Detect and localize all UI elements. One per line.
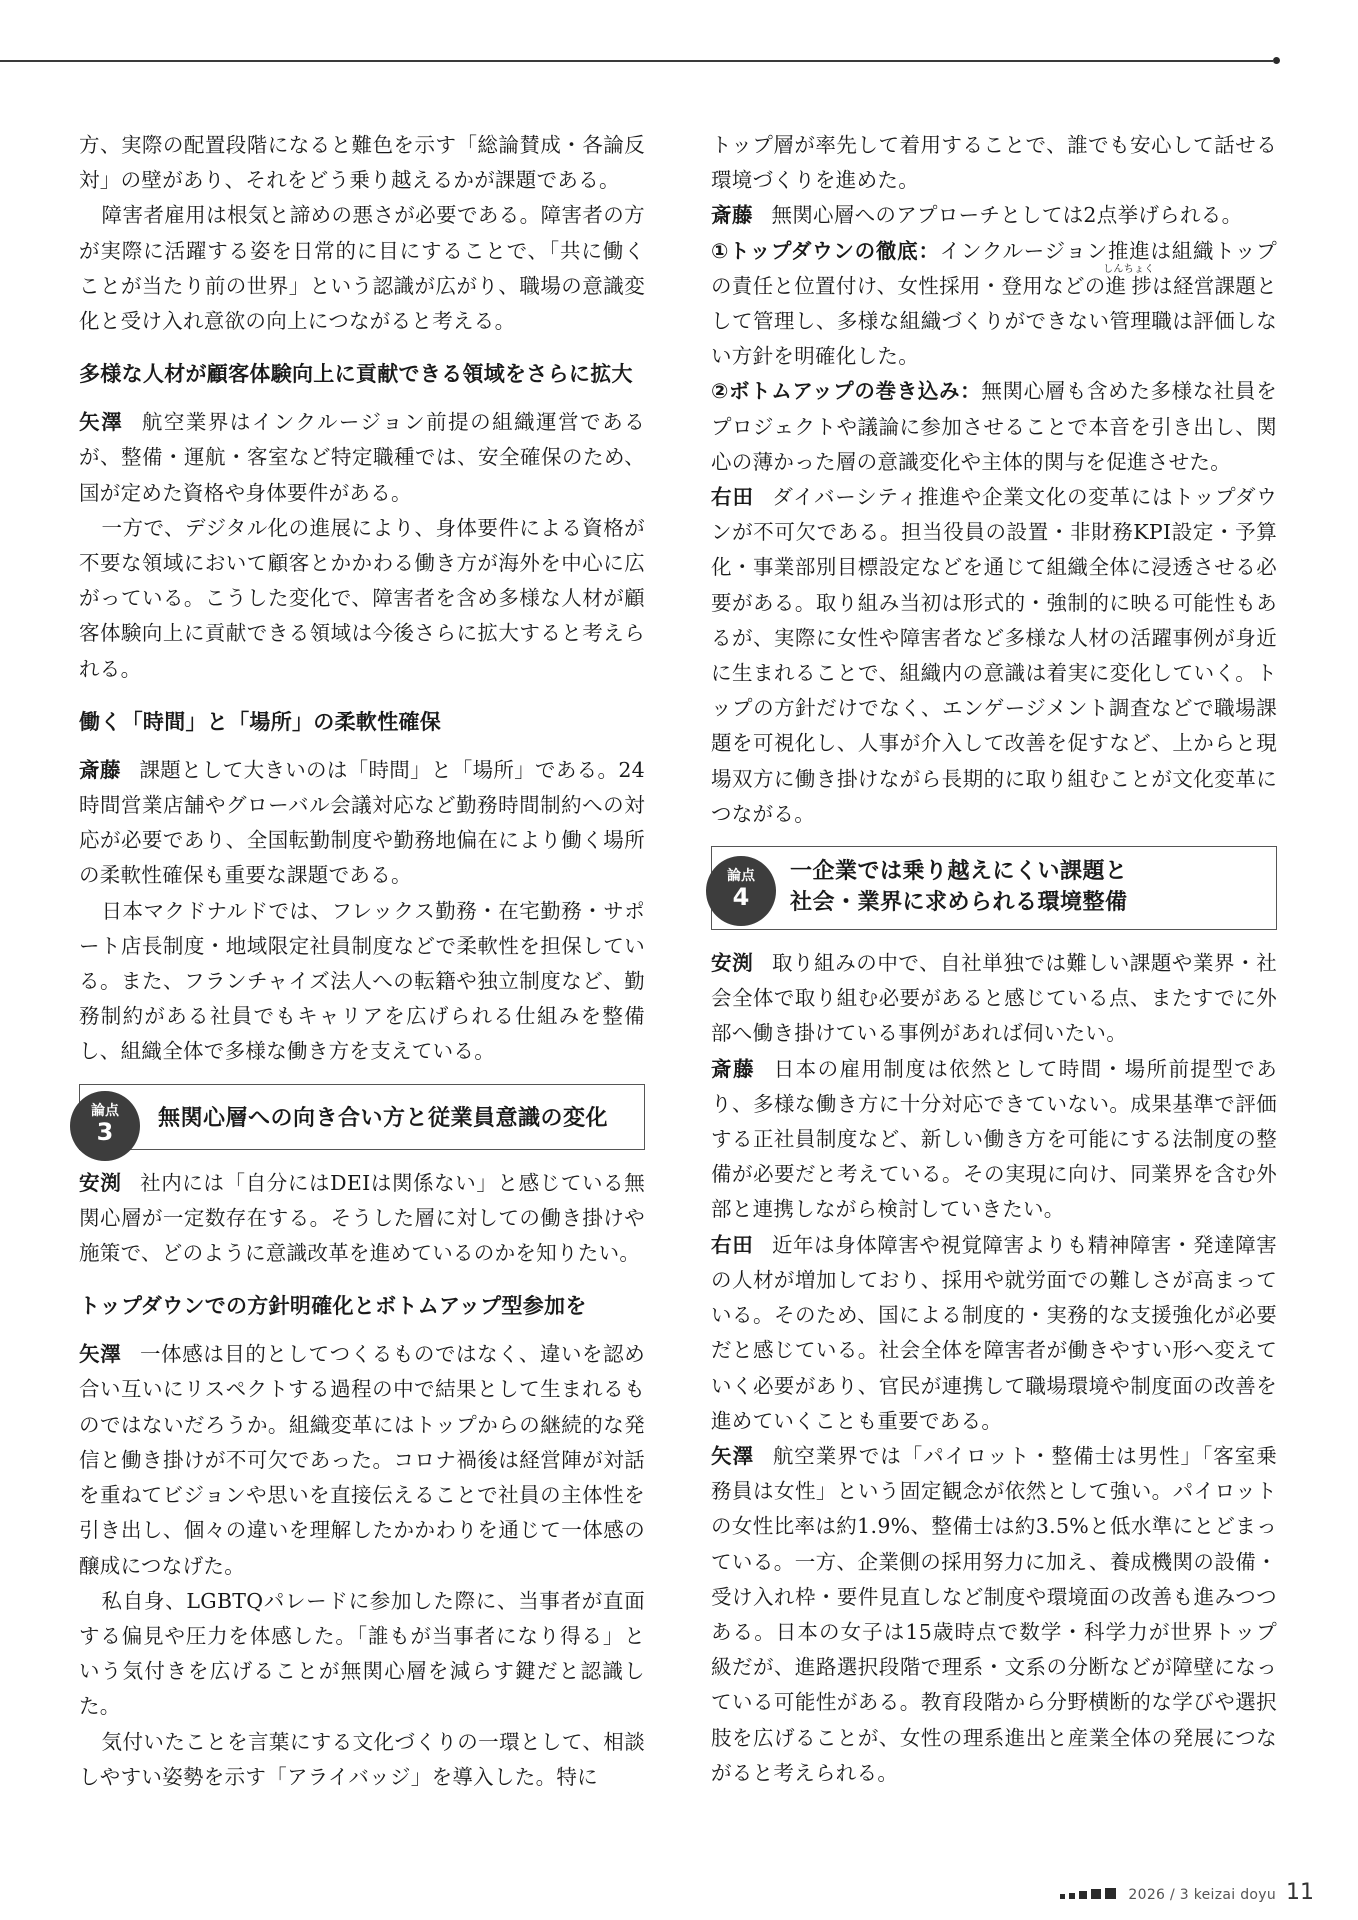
paragraph: 障害者雇用は根気と諦めの悪さが必要である。障害者の方が実際に活躍する姿を日常的に目にすることで、「共に働くことが当たり前の世界」という認識が広がり、職場の意識変化と受け入れ意欲の向上につながると考える。 <box>79 203 645 334</box>
speaker-name: 右田 <box>711 1232 754 1257</box>
paragraph <box>711 1052 1277 1228</box>
paragraph <box>79 753 645 894</box>
paragraph-text: 近年は身体障害や視覚障害よりも精神障害・発達障害の人材が増加しており、採用や就労面での難しさが高まっている。そのため、国による制度的・実務的な支援強化が必要だと感じている。社会全体を障害者が働きやすい形へ変えていく必要があり、官民が連携して職場環境や制度面の改善を進めていくことも重要である。 <box>711 1232 1278 1433</box>
speaker-name: 安渕 <box>79 1170 122 1195</box>
speaker-name: 矢澤 <box>711 1443 755 1468</box>
paragraph <box>79 1337 645 1583</box>
speaker-name: 斎藤 <box>79 757 122 782</box>
paragraph-text: 無関心層も含めた多様な社員をプロジェクトや議論に参加させることで本音を引き出し、関心の薄かった層の意識変化や主体的関与を促進させた。 <box>711 379 1277 474</box>
paragraph: 私自身、LGBTQパレードに参加した際に、当事者が直面する偏見や圧力を体感した。「誰もが当事者になり得る」という気付きを広げることが無関心層を減らす鍵だと認識した。 <box>79 1588 645 1719</box>
top-rule-dot <box>1273 57 1280 64</box>
ronten-title-line: 社会・業界に求められる環境整備 <box>790 890 1128 916</box>
paragraph-text: ダイバーシティ推進や企業文化の変革にはトップダウンが不可欠である。担当役員の設置・非財務KPI設定・予算化・事業部別目標設定などを通じて組織全体に浸透させる必要がある。取り組み当初は形式的・強制的に映る可能性もあるが、実際に女性や障害者など多様な人材の活躍事例が身近に生まれることで、組織内の意識は着実に変化していく。トップの方針だけでなく、エンゲージメント調査などで職場課題を可視化し、人事が介入して改善を促すなど、上からと現場双方に働き掛けながら長期的に取り組むことが文化変革につながる。 <box>711 485 1278 826</box>
speaker-name: 矢澤 <box>79 1342 122 1367</box>
ronten-badge <box>70 1091 140 1161</box>
speaker-name: 斎藤 <box>711 203 753 228</box>
paragraph: 気付いたことを言葉にする文化づくりの一環として、相談しやすい姿勢を示す「アライバッジ」を導入した。特に <box>79 1729 645 1789</box>
ruby-reading: しんちょく <box>1103 263 1155 275</box>
right-column <box>711 128 1277 1791</box>
ruby-base: 進捗 <box>1103 273 1155 298</box>
ronten-title-line: 一企業では乗り越えにくい課題と <box>790 859 1128 885</box>
paragraph: 一方で、デジタル化の進展により、身体要件による資格が不要な領域において顧客とかかわる働き方が海外を中心に広がっている。こうした変化で、障害者を含め多様な人材が顧客体験向上に貢献できる領域は今後さらに拡大すると考えられる。 <box>79 515 645 681</box>
paragraph-text: 航空業界では「パイロット・整備士は男性」「客室乗務員は女性」という固定観念が依然として強い。パイロットの女性比率は約1.9%、整備士は約3.5%と低水準にとどまっている。一方、企業側の採用努力に加え、養成機関の設備・受け入れ枠・要件見直しなど制度や環境面の改善も進みつつある。日本の女子は15歳時点で数学・科学力が世界トップ級だが、進路選択段階で理系・文系の分断などが障壁になっている可能性がある。教育段階から分野横断的な学びや選択肢を広げることが、女性の理系進出と産業全体の発展につながると考えられる。 <box>711 1443 1278 1785</box>
ruby-term <box>1103 263 1155 298</box>
issue-label: 2026 / 3 keizai doyu <box>1128 1887 1276 1903</box>
speaker-name: 矢澤 <box>79 410 124 435</box>
speaker-name: 右田 <box>711 485 754 510</box>
paragraph <box>79 1166 645 1272</box>
page-number: 11 <box>1286 1880 1314 1905</box>
top-rule <box>0 60 1273 62</box>
emphasis-label: ①トップダウンの徹底： <box>711 238 940 263</box>
paragraph-text: は経営課題として管理し、多様な組織づくりができない管理職は評価しない方針を明確化した。 <box>711 273 1277 369</box>
paragraph <box>711 480 1277 832</box>
paragraph <box>711 1228 1277 1439</box>
page-footer <box>1060 1880 1314 1905</box>
paragraph-text: 航空業界はインクルージョン前提の組織運営であるが、整備・運航・客室など特定職種では、安全確保のため、国が定めた資格や身体要件がある。 <box>79 410 645 505</box>
paragraph-text: 取り組みの中で、自社単独では難しい課題や業界・社会全体で取り組む必要があると感じている点、またすでに外部へ働き掛けている事例があれば伺いたい。 <box>711 951 1277 1046</box>
paragraph <box>711 374 1277 480</box>
paragraph <box>711 198 1277 233</box>
ronten-badge-label: 論点 <box>91 1102 119 1119</box>
ronten-title <box>790 856 1128 918</box>
paragraph: トップ層が率先して着用することで、誰でも安心して話せる環境づくりを進めた。 <box>711 133 1277 193</box>
paragraph: 方、実際の配置段階になると難色を示す「総論賛成・各論反対」の壁があり、それをどう乗り越えるかが課題である。 <box>79 133 645 193</box>
footer-square-icon <box>1069 1893 1075 1899</box>
left-column <box>79 128 645 1795</box>
speaker-name: 斎藤 <box>711 1056 756 1081</box>
paragraph-text: 一体感は目的としてつくるものではなく、違いを認め合い互いにリスペクトする過程の中で結果として生まれるものではないだろうか。組織変革にはトップからの継続的な発信と働き掛けが不可欠であった。コロナ禍後は経営陣が対話を重ねてビジョンや思いを直接伝えることで社員の主体性を引き出し、個々の違いを理解したかかわりを通じて一体感の醸成につなげた。 <box>79 1342 645 1578</box>
footer-square-icon <box>1060 1894 1065 1899</box>
section-heading: 働く「時間」と「場所」の柔軟性確保 <box>79 709 442 734</box>
section-heading: トップダウンでの方針明確化とボトムアップ型参加を <box>79 1294 587 1319</box>
speaker-name: 安渕 <box>711 951 754 976</box>
paragraph <box>711 1439 1277 1791</box>
paragraph <box>79 405 645 511</box>
paragraph <box>711 946 1277 1052</box>
footer-square-icon <box>1091 1889 1101 1899</box>
paragraph <box>711 234 1277 375</box>
footer-square-icon <box>1105 1888 1116 1899</box>
paragraph-text: 社内には「自分にはDEIは関係ない」と感じている無関心層が一定数存在する。そうした層に対しての働き掛けや施策で、どのように意識改革を進めているのかを知りたい。 <box>79 1170 646 1266</box>
ronten-badge <box>706 856 776 926</box>
ronten-badge-number: 3 <box>96 1117 114 1146</box>
paragraph-text: 無関心層へのアプローチとしては2点挙げられる。 <box>771 203 1243 228</box>
ronten-3-box <box>79 1084 645 1150</box>
ronten-4-box <box>711 846 1277 930</box>
paragraph-text: インクルージョン推進は組織トップの責任と位置付け、女性採用・登用などの <box>711 238 1277 298</box>
ronten-title: 無関心層への向き合い方と従業員意識の変化 <box>158 1105 609 1131</box>
paragraph-text: 日本の雇用制度は依然として時間・場所前提型であり、多様な働き方に十分対応できていない。成果基準で評価する正社員制度など、新しい働き方を可能にする法制度の整備が必要だと考えている。その実現に向け、同業界を含む外部と連携しながら検討していきたい。 <box>711 1056 1277 1222</box>
ronten-badge-number: 4 <box>732 883 750 912</box>
footer-square-icon <box>1079 1891 1087 1899</box>
section-heading: 多様な人材が顧客体験向上に貢献できる領域をさらに拡大 <box>79 362 633 387</box>
emphasis-label: ②ボトムアップの巻き込み： <box>711 379 982 404</box>
ronten-badge-label: 論点 <box>727 868 755 885</box>
paragraph-text: 課題として大きいのは「時間」と「場所」である。24時間営業店舗やグローバル会議対応など勤務時間制約への対応が必要であり、全国転勤制度や勤務地偏在により働く場所の柔軟性確保も重要な課題である。 <box>79 757 645 888</box>
paragraph: 日本マクドナルドでは、フレックス勤務・在宅勤務・サポート店長制度・地域限定社員制度などで柔軟性を担保している。また、フランチャイズ法人への転籍や独立制度など、勤務制約がある社員でもキャリアを広げられる仕組みを整備し、組織全体で多様な働き方を支えている。 <box>79 898 645 1064</box>
